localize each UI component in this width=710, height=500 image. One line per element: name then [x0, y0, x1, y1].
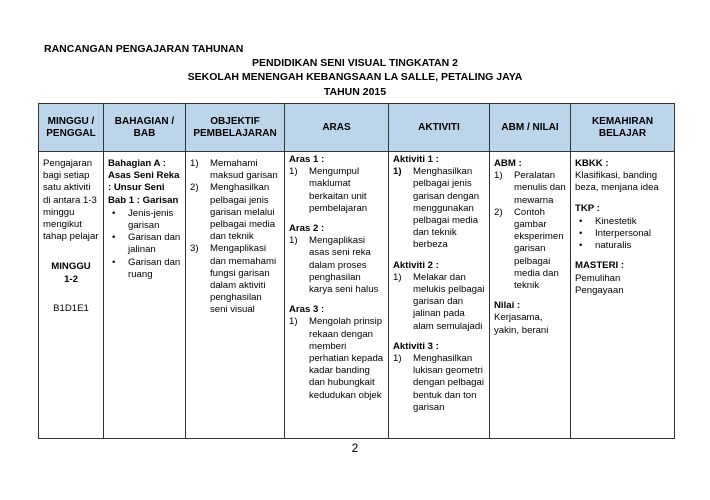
title-year: TAHUN 2015: [323, 86, 387, 98]
list-item: 1) Memahami maksud garisan: [190, 158, 278, 182]
nilai-text: Kerjasama, yakin, berani: [494, 312, 549, 336]
document-label: RANCANGAN PENGAJARAN TAHUNAN: [44, 43, 244, 55]
header-objektif: OBJEKTIF PEMBELAJARAN: [186, 104, 285, 152]
cell-minggu: [39, 152, 104, 439]
cell-objektif: [186, 152, 285, 439]
week-label: MINGGU: [51, 261, 91, 273]
aktiviti-2-label: Aktiviti 2 :: [393, 259, 439, 271]
cell-kemahiran: [571, 152, 675, 439]
list-item: 3) Mengaplikasi dan memahami fungsi garisan dalam aktiviti penghasilan seni visual: [190, 243, 277, 316]
list-item: 1) Menghasilkan pelbagai jenis garisan dengan menggunakan pelbagai media dan teknik berbeza: [393, 166, 480, 251]
list-item: • Jenis-jenis garisan: [108, 208, 181, 232]
list-item: 1) Menghasilkan lukisan geometri dengan pelbagai bentuk dan ton garisan: [393, 353, 484, 413]
masteri-text: Pemulihan Pengayaan: [575, 272, 624, 296]
bab-title: Bab 1 : Garisan: [108, 194, 179, 206]
aras-2-label: Aras 2 :: [289, 223, 325, 235]
aktiviti-3-label: Aktiviti 3 :: [393, 340, 439, 352]
list-item: • Garisan dan ruang: [108, 257, 181, 281]
minggu-text: Pengajaran bagi setiap satu aktiviti di antara 1-3 minggu mengikut tahap pelajar: [43, 158, 99, 243]
list-item: 2) Contoh gambar eksperimen garisan pelbagai media dan teknik: [494, 206, 564, 292]
header-minggu: MINGGU / PENGGAL: [39, 104, 104, 152]
list-item: • Garisan dan jalinan: [108, 232, 181, 256]
aras-3-label: Aras 3 :: [289, 304, 325, 316]
kbkk-text: Klasifikasi, banding beza, menjana idea: [575, 170, 659, 194]
list-item: 2) Menghasilkan pelbagai jenis garisan melalui pelbagai media dan teknik: [190, 182, 276, 243]
table-row: [39, 152, 675, 439]
aktiviti-1-label: Aktiviti 1 :: [393, 154, 439, 165]
header-aktiviti: AKTIVITI: [389, 104, 490, 152]
title-subject: PENDIDIKAN SENI VISUAL TINGKATAN 2: [252, 57, 458, 69]
kbkk-label: KBKK :: [575, 158, 609, 169]
tkp-label: TKP :: [575, 202, 600, 214]
cell-abm-nilai: [490, 152, 571, 439]
header-bahagian: BAHAGIAN / BAB: [104, 104, 186, 152]
cell-aktiviti: [389, 152, 490, 439]
week-range: 1-2: [64, 273, 78, 285]
aras-1-label: Aras 1 :: [289, 154, 325, 165]
table-header-row: [39, 104, 675, 152]
list-item: 1) Peralatan menulis dan mewarna: [494, 170, 566, 206]
header-aras: ARAS: [285, 104, 389, 152]
masteri-label: MASTERI :: [575, 260, 625, 272]
list-item: 1) Mengaplikasi asas seni reka dalam proses penghasilan karya seni halus: [289, 235, 379, 296]
cell-bahagian: [104, 152, 186, 439]
week-code: B1D1E1: [53, 302, 89, 314]
header-abm-nilai: ABM / NILAI: [490, 104, 571, 152]
bahagian-heading: Bahagian A : Asas Seni Reka : Unsur Seni: [108, 158, 180, 194]
list-item: 1) Mengolah prinsip rekaan dengan memberi perhatian kepada kadar banding dan hubungkait kedudukan objek: [289, 316, 384, 401]
nilai-label: Nilai :: [494, 300, 521, 312]
list-item: 1) Melakar dan melukis pelbagai garisan dan jalinan pada alam semulajadi: [393, 271, 485, 332]
list-item: 1) Mengumpul maklumat berkaitan unit pembelajaran: [289, 166, 368, 214]
header-kemahiran: KEMAHIRAN BELAJAR: [571, 104, 675, 152]
lesson-plan-table: [38, 103, 675, 439]
title-school: SEKOLAH MENENGAH KEBANGSAAN LA SALLE, PETALING JAYA: [187, 71, 523, 83]
page-number: 2: [351, 441, 359, 455]
cell-aras: [285, 152, 389, 439]
list-item: • naturalis: [575, 240, 670, 252]
list-item: • Kinestetik: [575, 216, 670, 228]
list-item: • Interpersonal: [575, 228, 670, 240]
abm-label: ABM :: [494, 158, 522, 169]
